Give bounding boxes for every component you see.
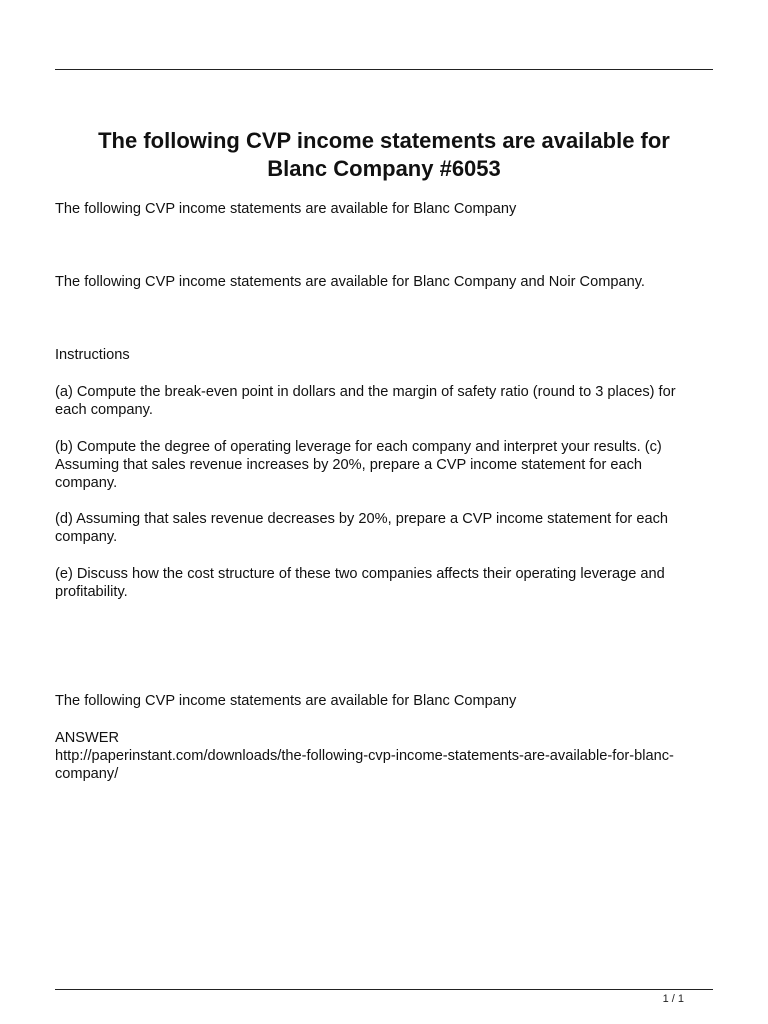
intro-full-paragraph: The following CVP income statements are available for Blanc Company and Noir Company. bbox=[55, 274, 645, 290]
document-title bbox=[55, 127, 713, 183]
instruction-item-d: (d) Assuming that sales revenue decreases by 20%, prepare a CVP income statement for each company. bbox=[55, 511, 668, 545]
intro-paragraph: The following CVP income statements are available for Blanc Company bbox=[55, 201, 517, 217]
page-number: 1 / 1 bbox=[662, 993, 684, 1005]
title-line-2: Blanc Company #6053 bbox=[267, 156, 501, 181]
answer-label: ANSWER bbox=[55, 730, 120, 746]
title-line-1: The following CVP income statements are available for bbox=[98, 128, 670, 153]
instruction-item-a: (a) Compute the break-even point in dollars and the margin of safety ratio (round to 3 places) for each company. bbox=[55, 384, 676, 418]
instruction-item-b: (b) Compute the degree of operating leverage for each company and interpret your results. (c) Assuming that sales revenue increases by 20%, prepare a CVP income statement for each company. bbox=[55, 439, 662, 491]
top-divider bbox=[55, 69, 713, 70]
instructions-heading: Instructions bbox=[55, 347, 130, 363]
answer-block bbox=[55, 729, 725, 783]
answer-url-line-2[interactable]: company/ bbox=[55, 766, 119, 782]
instruction-item-e: (e) Discuss how the cost structure of these two companies affects their operating leverage and profitability. bbox=[55, 566, 665, 600]
answer-url-line-1[interactable]: http://paperinstant.com/downloads/the-following-cvp-income-statements-are-available-for-blanc- bbox=[55, 748, 674, 764]
repeat-paragraph: The following CVP income statements are available for Blanc Company bbox=[55, 693, 517, 709]
bottom-divider bbox=[55, 989, 713, 990]
